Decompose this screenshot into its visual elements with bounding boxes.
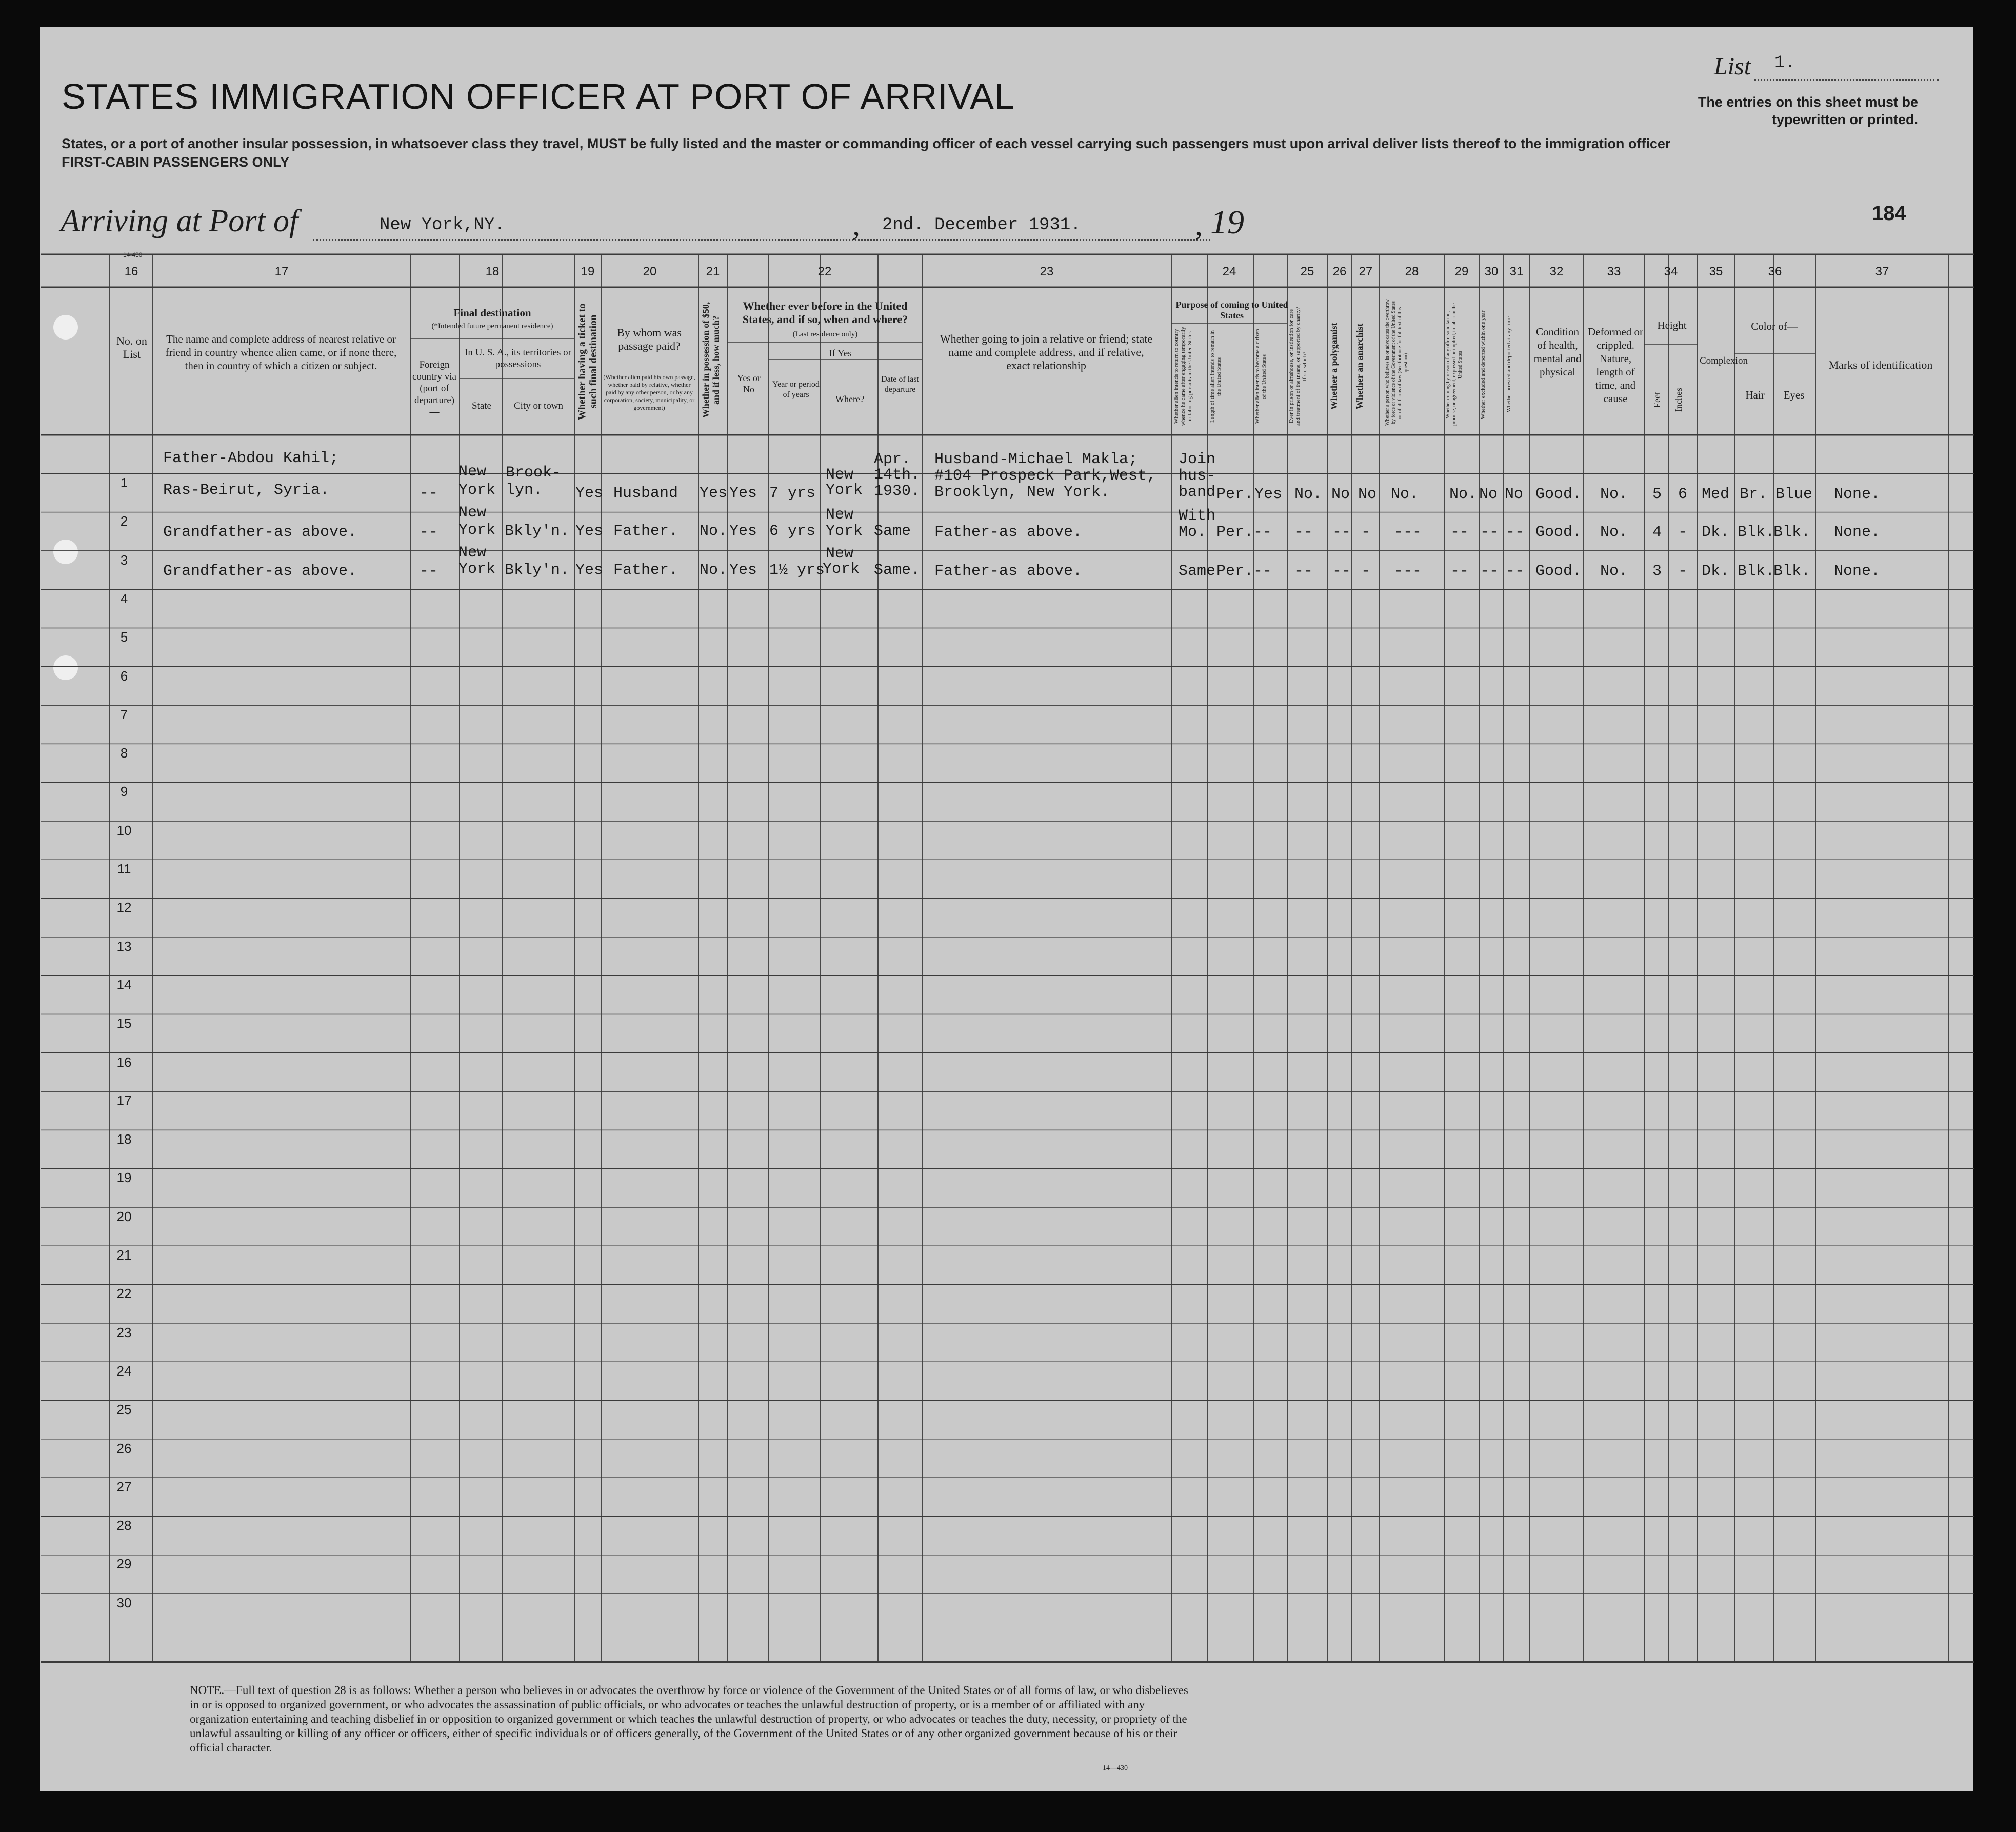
col-16-header: No. on List	[116, 334, 147, 361]
cell-q29: --	[1450, 524, 1469, 541]
cell-state: York	[458, 482, 496, 499]
col-25-header: Ever in prison or almshouse, or institution for care and treatment of the insane, or supported by charity? If so, which?	[1288, 307, 1308, 426]
cell-foreign: --	[420, 563, 438, 580]
port-comma: ,	[852, 208, 860, 242]
cell-where: York	[826, 523, 863, 540]
row-number: 14	[116, 977, 132, 992]
cell-prison: No.	[1294, 486, 1323, 503]
row-number: 23	[116, 1324, 132, 1340]
cell-hair: Blk.	[1738, 524, 1775, 541]
col-28-header: Whether a person who believes in or advocates the overthrow by force or violence of the Government of the United States or of all forms of law (See footnote for full text of this question)	[1385, 299, 1409, 426]
row-number: 16	[116, 1054, 132, 1070]
cell-q30: --	[1480, 563, 1499, 580]
column-number: 26	[1332, 265, 1347, 278]
cell-hair: Blk.	[1738, 563, 1775, 580]
date-comma: ,	[1195, 208, 1203, 242]
row-number: 10	[116, 822, 132, 838]
cell-money: No.	[700, 523, 728, 540]
cell-state: New	[458, 504, 487, 522]
column-number: 29	[1454, 265, 1469, 278]
col-18-foreign-header: Foreign country via (port of departure)—	[412, 360, 456, 417]
cell-state: York	[458, 561, 496, 578]
cell-marks: None.	[1834, 563, 1881, 580]
cell-relative: Father-Abdou Kahil;	[163, 450, 339, 467]
col-20-subtitle: (Whether alien paid his own passage, whether paid by relative, whether paid by any other person, or by any corporation, society, municipality, or government)	[603, 373, 695, 411]
col-33-header: Deformed or crippled. Nature, length of time, and cause	[1588, 326, 1643, 405]
cell-state: New	[458, 544, 487, 562]
column-number: 30	[1484, 265, 1499, 278]
cell-anarchist: -	[1361, 524, 1371, 541]
cell-inches: -	[1678, 524, 1688, 541]
cell-purpose: hus-	[1179, 467, 1216, 485]
row-number: 24	[116, 1363, 132, 1379]
row-number: 3	[120, 552, 128, 568]
cell-city: Bkly'n.	[505, 562, 570, 579]
subtitle-line-1: States, or a port of another insular possession, in whatsoever class they travel, MUST be fully listed and the master or commanding officer of each vessel carrying such passengers must upon arrival deliver lists thereof to the immigration officer	[62, 136, 1671, 151]
cell-citizen: --	[1253, 563, 1272, 580]
cell-state: York	[458, 522, 496, 539]
punch-hole	[53, 540, 78, 564]
list-label: List	[1714, 53, 1751, 80]
cell-complexion: Dk.	[1702, 524, 1730, 541]
cell-feet: 3	[1652, 563, 1662, 580]
col-20-title: By whom was passage paid?	[617, 326, 682, 352]
col-35-header: Complexion	[1700, 355, 1748, 366]
cell-inches: -	[1678, 563, 1688, 580]
row-number: 15	[116, 1015, 132, 1031]
row-number: 18	[116, 1131, 132, 1147]
cell-money: No.	[700, 562, 728, 579]
cell-join: #104 Prospeck Park,West,	[934, 467, 1156, 485]
form-sheet	[40, 27, 1973, 1791]
cell-health: Good.	[1535, 524, 1582, 541]
cell-years: 6 yrs	[769, 523, 816, 540]
cell-relative: Grandfather-as above.	[163, 563, 357, 580]
col-18-state-header: State	[472, 401, 491, 411]
row-number: 13	[116, 938, 132, 954]
cell-length: Per.	[1216, 563, 1254, 580]
cell-date: 1930.	[874, 483, 921, 500]
col-18-subtitle: (*Intended future permanent residence)	[431, 322, 553, 330]
column-number: 18	[485, 265, 500, 278]
row-number: 2	[120, 513, 128, 529]
col-26-header: Whether a polygamist	[1329, 323, 1339, 410]
cell-years: 7 yrs	[769, 485, 816, 502]
col-22-yesno-header: Yes or No	[737, 373, 761, 394]
cell-polygamist: No	[1331, 486, 1350, 503]
col-32-header: Condition of health, mental and physical	[1533, 326, 1582, 378]
col-22-where-header: Where?	[835, 394, 864, 404]
cell-marks: None.	[1834, 524, 1881, 541]
cell-q31: --	[1506, 524, 1525, 541]
column-number: 23	[1040, 265, 1054, 278]
col-18-usa-header: In U. S. A., its territories or possessions	[465, 347, 571, 370]
cell-paid-by: Father.	[613, 562, 678, 579]
row-number: 25	[116, 1402, 132, 1418]
col-36-eyes-header: Eyes	[1783, 389, 1805, 401]
row-number: 1	[120, 475, 128, 490]
cell-purpose: Join	[1179, 451, 1216, 468]
col-19-header: Whether having a ticket to such final destination	[576, 303, 599, 420]
cell-polygamist: --	[1332, 563, 1351, 580]
col-22-subtitle: (Last residence only)	[792, 330, 858, 338]
column-number: 17	[274, 265, 289, 278]
cell-date: Same.	[874, 562, 921, 579]
cell-join: Brooklyn, New York.	[934, 484, 1110, 501]
col-24-length-header: Length of time alien intends to remain in the United States	[1209, 330, 1222, 423]
cell-health: Good.	[1535, 486, 1582, 503]
subtitle-line-2: FIRST-CABIN PASSENGERS ONLY	[62, 154, 290, 170]
form-code-top: 14-430	[123, 251, 143, 258]
row-number: 12	[116, 900, 132, 915]
cell-before: Yes	[729, 523, 757, 540]
col-24-citizen-header: Whether alien intends to become a citizen of the United States	[1254, 329, 1267, 424]
cell-feet: 4	[1652, 524, 1662, 541]
year-prefix: 19	[1210, 204, 1244, 241]
col-37-header: Marks of identification	[1828, 359, 1933, 371]
cell-q28: ---	[1394, 563, 1422, 580]
cell-years: 1½ yrs	[769, 562, 825, 579]
cell-prison: --	[1294, 524, 1313, 541]
col-34-feet-header: Feet	[1652, 392, 1662, 408]
cell-foreign: --	[420, 524, 438, 541]
column-number: 36	[1768, 265, 1782, 278]
column-number: 34	[1664, 265, 1678, 278]
cell-marks: None.	[1834, 486, 1881, 503]
column-number: 16	[124, 265, 138, 278]
cell-foreign: --	[420, 485, 438, 502]
row-number: 17	[116, 1092, 132, 1108]
cell-purpose: Mo.	[1179, 524, 1207, 541]
cell-inches: 6	[1678, 486, 1688, 503]
cell-relative: Grandfather-as above.	[163, 524, 357, 541]
column-number: 28	[1405, 265, 1419, 278]
col-22-date-header: Date of last departure	[881, 375, 919, 394]
row-number: 21	[116, 1247, 132, 1263]
cell-where: York	[826, 482, 863, 499]
page-number: 184	[1872, 202, 1906, 225]
column-number: 22	[817, 265, 832, 278]
cell-purpose: Same	[1179, 563, 1216, 580]
cell-complexion: Med	[1702, 486, 1730, 503]
row-number: 9	[120, 784, 128, 800]
cell-ticket: Yes	[575, 562, 604, 579]
cell-citizen: Yes	[1254, 486, 1283, 503]
cell-eyes: Blue	[1775, 486, 1813, 503]
cell-where: York	[823, 561, 860, 578]
cell-length: Per.	[1216, 524, 1254, 541]
cell-join: Father-as above.	[934, 524, 1083, 541]
col-30-header: Whether excluded and deported within one year	[1480, 310, 1486, 419]
cell-feet: 5	[1652, 486, 1662, 503]
cell-join: Husband-Michael Makla;	[934, 451, 1138, 468]
cell-q30: No	[1479, 486, 1498, 503]
cell-city: Bkly'n.	[505, 523, 570, 540]
row-number: 7	[120, 706, 128, 722]
cell-where: New	[826, 545, 854, 563]
col-18-title: Final destination	[453, 307, 531, 319]
col-36-hair-header: Hair	[1745, 389, 1765, 401]
form-subtitle	[62, 134, 1670, 171]
cell-q28: ---	[1394, 524, 1422, 541]
cell-anarchist: -	[1361, 563, 1371, 580]
cell-ticket: Yes	[575, 523, 604, 540]
row-number: 29	[116, 1556, 132, 1572]
cell-deformed: No.	[1600, 524, 1628, 541]
row-number: 6	[120, 668, 128, 684]
form-code-bottom: 14—430	[1103, 1764, 1128, 1772]
column-number: 20	[643, 265, 657, 278]
cell-city: Brook-	[506, 464, 562, 482]
column-number: 33	[1607, 265, 1621, 278]
cell-relative: Ras-Beirut, Syria.	[163, 482, 330, 499]
col-23-header: Whether going to join a relative or friend; state name and complete address, and if relative, exact relationship	[940, 332, 1153, 372]
cell-money: Yes	[700, 485, 728, 502]
cell-ticket: Yes	[575, 485, 604, 502]
col-31-header: Whether arrested and deported at any time	[1506, 316, 1512, 413]
cell-length: Per.	[1216, 486, 1254, 503]
column-number: 35	[1709, 265, 1723, 278]
row-number: 5	[120, 629, 128, 645]
col-24-title: Purpose of coming to United States	[1175, 300, 1288, 321]
cell-prison: --	[1294, 563, 1313, 580]
cell-eyes: Blk.	[1773, 563, 1811, 580]
punch-hole	[53, 315, 78, 340]
cell-q31: No	[1505, 486, 1524, 503]
cell-date: Same	[874, 523, 911, 540]
column-number: 32	[1549, 265, 1564, 278]
col-29-header: Whether coming by reason of any offer, solicitation, promise, or agreement, expressed or implied, to labor in the United States	[1445, 303, 1463, 426]
cell-before: Yes	[729, 562, 757, 579]
date-value: 2nd. December 1931.	[867, 215, 1210, 241]
row-number: 20	[116, 1208, 132, 1224]
col-18-city-header: City or town	[513, 401, 564, 411]
cell-date: Apr.	[874, 451, 911, 468]
column-number: 37	[1875, 265, 1889, 278]
column-number: 19	[581, 265, 595, 278]
cell-where: New	[826, 506, 854, 524]
row-number: 11	[117, 861, 131, 877]
cell-date: 14th.	[874, 466, 921, 484]
col-36-title: Color of—	[1751, 320, 1798, 332]
row-number: 19	[116, 1170, 132, 1186]
cell-join: Father-as above.	[934, 563, 1083, 580]
cell-q30: --	[1480, 524, 1499, 541]
cell-health: Good.	[1535, 563, 1582, 580]
cell-city: lyn.	[506, 482, 543, 499]
row-number: 22	[116, 1286, 132, 1302]
form-title: STATES IMMIGRATION OFFICER AT PORT OF ARRIVAL	[62, 76, 1015, 116]
col-27-header: Whether an anarchist	[1354, 323, 1365, 409]
column-number: 21	[706, 265, 720, 278]
row-number: 8	[120, 745, 128, 761]
col-22-year-header: Year or period of years	[772, 380, 820, 399]
column-number: 24	[1222, 265, 1236, 278]
row-number: 28	[116, 1518, 132, 1534]
col-34-title: Height	[1657, 319, 1687, 331]
cell-where: New	[826, 466, 854, 484]
cell-complexion: Dk.	[1702, 563, 1730, 580]
cell-eyes: Blk.	[1773, 524, 1811, 541]
cell-deformed: No.	[1600, 563, 1628, 580]
row-number: 27	[116, 1479, 132, 1495]
column-number: 31	[1509, 265, 1524, 278]
column-number: 25	[1300, 265, 1314, 278]
col-24-return-header: Whether alien intends to return to country whence he came after engaging temporarily in laboring pursuits in the United States	[1173, 327, 1193, 426]
cell-q28: No.	[1391, 486, 1419, 503]
cell-hair: Br.	[1740, 486, 1768, 503]
row-number: 26	[116, 1440, 132, 1456]
row-number: 30	[116, 1595, 132, 1610]
port-label: Arriving at Port of	[61, 204, 298, 238]
cell-anarchist: No	[1358, 486, 1377, 503]
punch-hole	[53, 655, 78, 680]
row-number: 4	[120, 590, 128, 606]
port-value: New York,NY.	[313, 215, 918, 241]
cell-deformed: No.	[1600, 486, 1628, 503]
cell-before: Yes	[729, 485, 757, 502]
col-17-header: The name and complete address of nearest relative or friend in country whence alien came, or if none there, then in country of which a citizen or subject.	[165, 333, 397, 372]
cell-q29: --	[1450, 563, 1469, 580]
cell-purpose: band	[1179, 484, 1216, 501]
cell-citizen: --	[1253, 524, 1272, 541]
col-34-inches-header: Inches	[1673, 388, 1684, 412]
cell-state: New	[458, 463, 487, 481]
col-21-header: Whether in possession of $50, and if less, how much?	[701, 302, 721, 419]
column-number: 27	[1359, 265, 1373, 278]
cell-polygamist: --	[1332, 524, 1351, 541]
col-22-ifyes: If Yes—	[829, 348, 862, 359]
cell-paid-by: Husband	[613, 485, 678, 502]
list-value: 1.	[1754, 53, 1939, 81]
col-22-title: Whether ever before in the United States, and if so, when and where?	[742, 300, 908, 326]
footnote: NOTE.—Full text of question 28 is as follows: Whether a person who believes in or advocates the overthrow by force or violence of the Government of the United States or of all forms of law, or who disbelieves in or is opposed to organized government, or who advocates the assassination of public officials, or who advocates or teaches the unlawful destruction of property, or is a member of or affiliated with any organization entertaining and teaching disbelief in or opposition to organized government or which teaches the unlawful destruction of property, or who advocates or teaches the duty, necessity, or propriety of the unlawful assaulting or killing of any officer or officers, either of specific individuals or of officers generally, of the Government of the United States or of any other organized government because of his or their official character.	[190, 1684, 1188, 1754]
entries-note: The entries on this sheet must be typewritten or printed.	[1698, 94, 1918, 127]
cell-purpose: With	[1179, 507, 1216, 525]
cell-q29: No.	[1449, 486, 1478, 503]
cell-paid-by: Father.	[613, 523, 678, 540]
cell-q31: --	[1506, 563, 1525, 580]
